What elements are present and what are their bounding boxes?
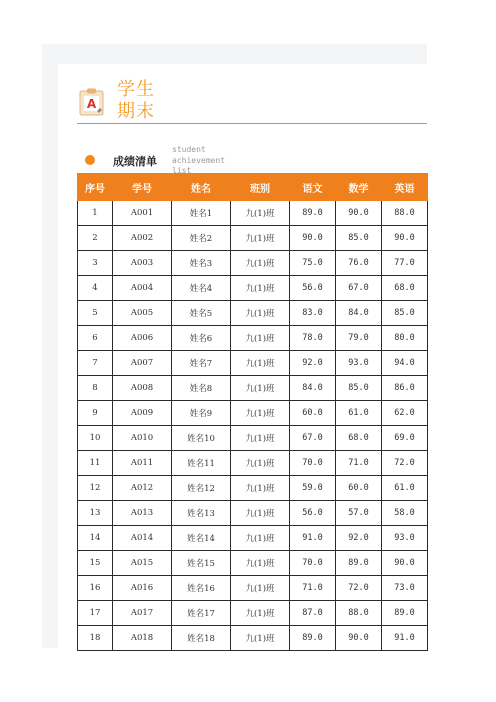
cell-chinese: 83.0: [290, 301, 336, 326]
cell-math: 85.0: [336, 376, 382, 401]
cell-student-id: A012: [113, 476, 172, 501]
cell-math: 84.0: [336, 301, 382, 326]
table-row: [78, 401, 428, 426]
cell-student-id: A017: [113, 601, 172, 626]
cell-math: 88.0: [336, 601, 382, 626]
table-row: [78, 226, 428, 251]
table-row: [78, 426, 428, 451]
svg-text:A: A: [86, 97, 97, 111]
cell-english: 80.0: [382, 326, 428, 351]
column-header-student-id: 学号: [113, 174, 172, 201]
table-header-row: [78, 174, 428, 201]
cell-chinese: 60.0: [290, 401, 336, 426]
cell-student-id: A014: [113, 526, 172, 551]
cell-math: 92.0: [336, 526, 382, 551]
table-row: [78, 376, 428, 401]
section-heading-english: student achievement list: [172, 145, 225, 173]
cell-name: 姓名17: [172, 601, 231, 626]
cell-math: 68.0: [336, 426, 382, 451]
cell-name: 姓名4: [172, 276, 231, 301]
cell-student-id: A016: [113, 576, 172, 601]
cell-english: 90.0: [382, 551, 428, 576]
cell-english: 93.0: [382, 526, 428, 551]
cell-student-id: A008: [113, 376, 172, 401]
table-row: [78, 501, 428, 526]
cell-math: 71.0: [336, 451, 382, 476]
cell-student-id: A004: [113, 276, 172, 301]
cell-chinese: 91.0: [290, 526, 336, 551]
table-row: [78, 326, 428, 351]
cell-class: 九(1)班: [231, 426, 290, 451]
cell-math: 79.0: [336, 326, 382, 351]
cell-name: 姓名14: [172, 526, 231, 551]
column-header-name: 姓名: [172, 174, 231, 201]
cell-class: 九(1)班: [231, 551, 290, 576]
cell-english: 61.0: [382, 476, 428, 501]
cell-english: 86.0: [382, 376, 428, 401]
cell-chinese: 84.0: [290, 376, 336, 401]
cell-chinese: 56.0: [290, 501, 336, 526]
cell-english: 72.0: [382, 451, 428, 476]
cell-index: 14: [78, 526, 113, 551]
cell-index: 9: [78, 401, 113, 426]
cell-student-id: A006: [113, 326, 172, 351]
cell-chinese: 70.0: [290, 551, 336, 576]
cell-chinese: 75.0: [290, 251, 336, 276]
cell-name: 姓名9: [172, 401, 231, 426]
table-row: [78, 351, 428, 376]
cell-math: 72.0: [336, 576, 382, 601]
cell-class: 九(1)班: [231, 526, 290, 551]
cell-class: 九(1)班: [231, 301, 290, 326]
cell-class: 九(1)班: [231, 626, 290, 651]
cell-index: 13: [78, 501, 113, 526]
cell-english: 77.0: [382, 251, 428, 276]
cell-chinese: 70.0: [290, 451, 336, 476]
cell-chinese: 89.0: [290, 201, 336, 226]
cell-name: 姓名16: [172, 576, 231, 601]
cell-index: 11: [78, 451, 113, 476]
cell-chinese: 87.0: [290, 601, 336, 626]
cell-name: 姓名12: [172, 476, 231, 501]
column-header-class: 班别: [231, 174, 290, 201]
cell-class: 九(1)班: [231, 251, 290, 276]
section-bullet-icon: [85, 155, 95, 165]
cell-math: 85.0: [336, 226, 382, 251]
cell-class: 九(1)班: [231, 576, 290, 601]
cell-student-id: A009: [113, 401, 172, 426]
cell-index: 1: [78, 201, 113, 226]
cell-math: 61.0: [336, 401, 382, 426]
cell-name: 姓名5: [172, 301, 231, 326]
cell-class: 九(1)班: [231, 351, 290, 376]
cell-name: 姓名7: [172, 351, 231, 376]
cell-english: 69.0: [382, 426, 428, 451]
cell-class: 九(1)班: [231, 326, 290, 351]
cell-class: 九(1)班: [231, 601, 290, 626]
column-header-chinese: 语文: [290, 174, 336, 201]
cell-chinese: 71.0: [290, 576, 336, 601]
cell-name: 姓名6: [172, 326, 231, 351]
cell-english: 85.0: [382, 301, 428, 326]
grade-report-icon: [77, 87, 107, 117]
cell-student-id: A003: [113, 251, 172, 276]
cell-english: 91.0: [382, 626, 428, 651]
cell-english: 68.0: [382, 276, 428, 301]
cell-index: 15: [78, 551, 113, 576]
cell-index: 18: [78, 626, 113, 651]
cell-chinese: 90.0: [290, 226, 336, 251]
cell-math: 60.0: [336, 476, 382, 501]
cell-name: 姓名3: [172, 251, 231, 276]
cell-chinese: 59.0: [290, 476, 336, 501]
cell-name: 姓名11: [172, 451, 231, 476]
column-header-index: 序号: [78, 174, 113, 201]
cell-math: 76.0: [336, 251, 382, 276]
cell-student-id: A007: [113, 351, 172, 376]
cell-english: 89.0: [382, 601, 428, 626]
cell-name: 姓名13: [172, 501, 231, 526]
cell-student-id: A002: [113, 226, 172, 251]
cell-math: 90.0: [336, 626, 382, 651]
cell-class: 九(1)班: [231, 201, 290, 226]
cell-chinese: 92.0: [290, 351, 336, 376]
cell-student-id: A010: [113, 426, 172, 451]
cell-math: 67.0: [336, 276, 382, 301]
cell-chinese: 56.0: [290, 276, 336, 301]
cell-index: 16: [78, 576, 113, 601]
cell-class: 九(1)班: [231, 226, 290, 251]
table-row: [78, 301, 428, 326]
section-heading: 成绩清单: [113, 155, 157, 168]
cell-name: 姓名18: [172, 626, 231, 651]
cell-name: 姓名1: [172, 201, 231, 226]
cell-student-id: A013: [113, 501, 172, 526]
table-row: [78, 601, 428, 626]
cell-class: 九(1)班: [231, 451, 290, 476]
cell-name: 姓名10: [172, 426, 231, 451]
cell-student-id: A001: [113, 201, 172, 226]
cell-index: 4: [78, 276, 113, 301]
cell-index: 3: [78, 251, 113, 276]
cell-name: 姓名15: [172, 551, 231, 576]
cell-index: 8: [78, 376, 113, 401]
cell-index: 6: [78, 326, 113, 351]
cell-class: 九(1)班: [231, 376, 290, 401]
column-header-english: 英语: [382, 174, 428, 201]
cell-english: 58.0: [382, 501, 428, 526]
table-body: [78, 201, 428, 651]
cell-index: 5: [78, 301, 113, 326]
table-row: [78, 476, 428, 501]
grades-table: [77, 173, 428, 651]
title-divider: [77, 123, 427, 124]
cell-english: 94.0: [382, 351, 428, 376]
column-header-math: 数学: [336, 174, 382, 201]
cell-math: 90.0: [336, 201, 382, 226]
cell-index: 7: [78, 351, 113, 376]
cell-name: 姓名8: [172, 376, 231, 401]
table-row: [78, 201, 428, 226]
cell-class: 九(1)班: [231, 401, 290, 426]
cell-english: 73.0: [382, 576, 428, 601]
table-row: [78, 551, 428, 576]
cell-student-id: A015: [113, 551, 172, 576]
cell-index: 10: [78, 426, 113, 451]
table-row: [78, 276, 428, 301]
cell-english: 62.0: [382, 401, 428, 426]
table-row: [78, 526, 428, 551]
cell-index: 17: [78, 601, 113, 626]
cell-english: 88.0: [382, 201, 428, 226]
cell-math: 57.0: [336, 501, 382, 526]
cell-math: 89.0: [336, 551, 382, 576]
cell-chinese: 67.0: [290, 426, 336, 451]
cell-class: 九(1)班: [231, 476, 290, 501]
document-title: 学生期末: [117, 79, 155, 122]
cell-english: 90.0: [382, 226, 428, 251]
table-row: [78, 576, 428, 601]
cell-index: 12: [78, 476, 113, 501]
cell-chinese: 89.0: [290, 626, 336, 651]
cell-student-id: A011: [113, 451, 172, 476]
cell-chinese: 78.0: [290, 326, 336, 351]
cell-student-id: A005: [113, 301, 172, 326]
table-row: [78, 451, 428, 476]
cell-math: 93.0: [336, 351, 382, 376]
cell-index: 2: [78, 226, 113, 251]
cell-student-id: A018: [113, 626, 172, 651]
cell-class: 九(1)班: [231, 501, 290, 526]
table-row: [78, 251, 428, 276]
cell-name: 姓名2: [172, 226, 231, 251]
table-row: [78, 626, 428, 651]
cell-class: 九(1)班: [231, 276, 290, 301]
